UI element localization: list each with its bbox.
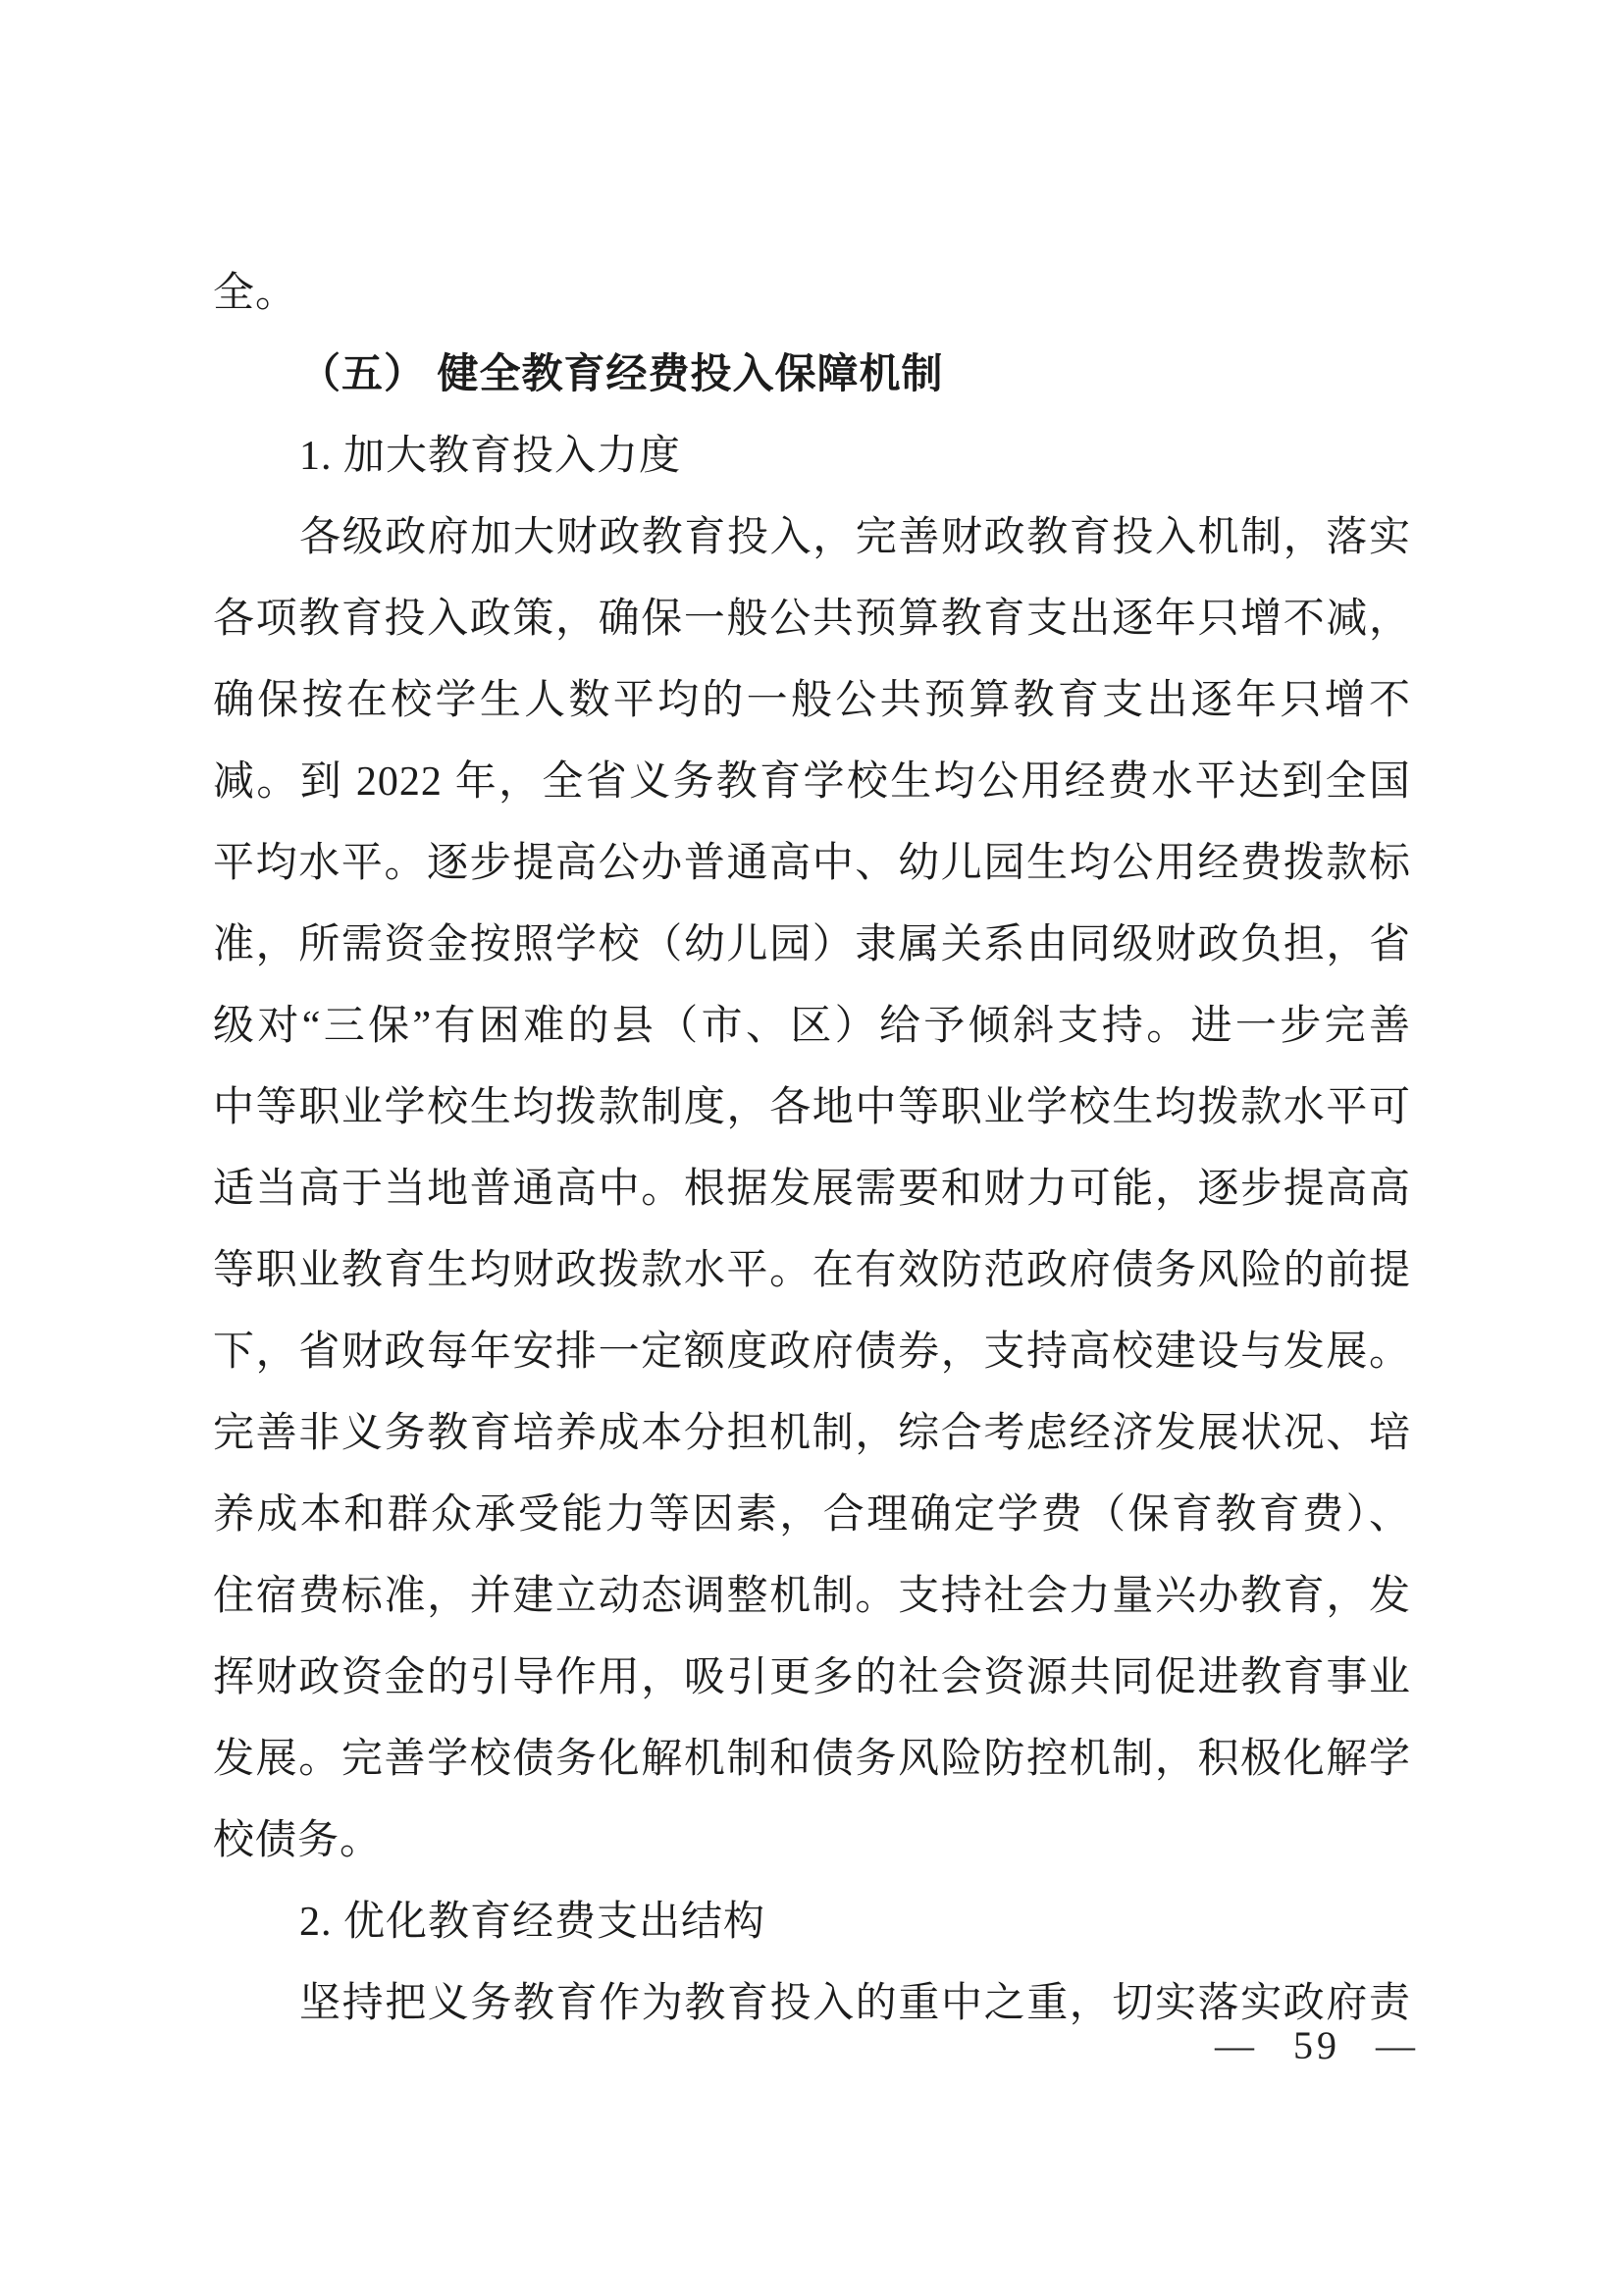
paragraph-line: 确保按在校学生人数平均的一般公共预算教育支出逐年只增不 — [213, 678, 1411, 723]
paragraph-line: 下，省财政每年安排一定额度政府债券，支持高校建设与发展。 — [213, 1330, 1411, 1375]
paragraph-line: 平均水平。逐步提高公办普通高中、幼儿园生均公用经费拨款标 — [213, 841, 1411, 886]
heading-item-2: 2. 优化教育经费支出结构 — [299, 1900, 766, 1945]
paragraph-line: 各级政府加大财政教育投入，完善财政教育投入机制，落实 — [299, 515, 1411, 560]
paragraph-line: 住宿费标准，并建立动态调整机制。支持社会力量兴办教育，发 — [213, 1574, 1411, 1619]
paragraph-line: 准，所需资金按照学校（幼儿园）隶属关系由同级财政负担，省 — [213, 922, 1411, 967]
heading-section-5: （五） 健全教育经费投入保障机制 — [299, 352, 944, 397]
paragraph-line: 各项教育投入政策，确保一般公共预算教育支出逐年只增不减， — [213, 597, 1411, 642]
paragraph-line: 挥财政资金的引导作用，吸引更多的社会资源共同促进教育事业 — [213, 1655, 1411, 1700]
paragraph-end-line: 全。 — [213, 271, 298, 316]
paragraph-end-line: 校债务。 — [213, 1818, 383, 1863]
paragraph-line: 养成本和群众承受能力等因素，合理确定学费（保育教育费）、 — [213, 1492, 1411, 1538]
paragraph-line: 发展。完善学校债务化解机制和债务风险防控机制，积极化解学 — [213, 1737, 1411, 1782]
paragraph-line: 中等职业学校生均拨款制度，各地中等职业学校生均拨款水平可 — [213, 1085, 1411, 1130]
paragraph-line: 适当高于当地普通高中。根据发展需要和财力可能，逐步提高高 — [213, 1167, 1411, 1212]
paragraph-line: 完善非义务教育培养成本分担机制，综合考虑经济发展状况、培 — [213, 1411, 1411, 1456]
page-number: — 59 — — [1215, 2023, 1419, 2067]
paragraph-line: 等职业教育生均财政拨款水平。在有效防范政府债务风险的前提 — [213, 1248, 1411, 1293]
paragraph-line: 坚持把义务教育作为教育投入的重中之重，切实落实政府责 — [299, 1981, 1411, 2026]
heading-item-1: 1. 加大教育投入力度 — [299, 434, 682, 479]
paragraph-line: 级对“三保”有困难的县（市、区）给予倾斜支持。进一步完善 — [213, 1004, 1411, 1049]
text-block — [213, 253, 1411, 2045]
paragraph-line: 减。到 2022 年，全省义务教育学校生均公用经费水平达到全国 — [213, 759, 1411, 805]
